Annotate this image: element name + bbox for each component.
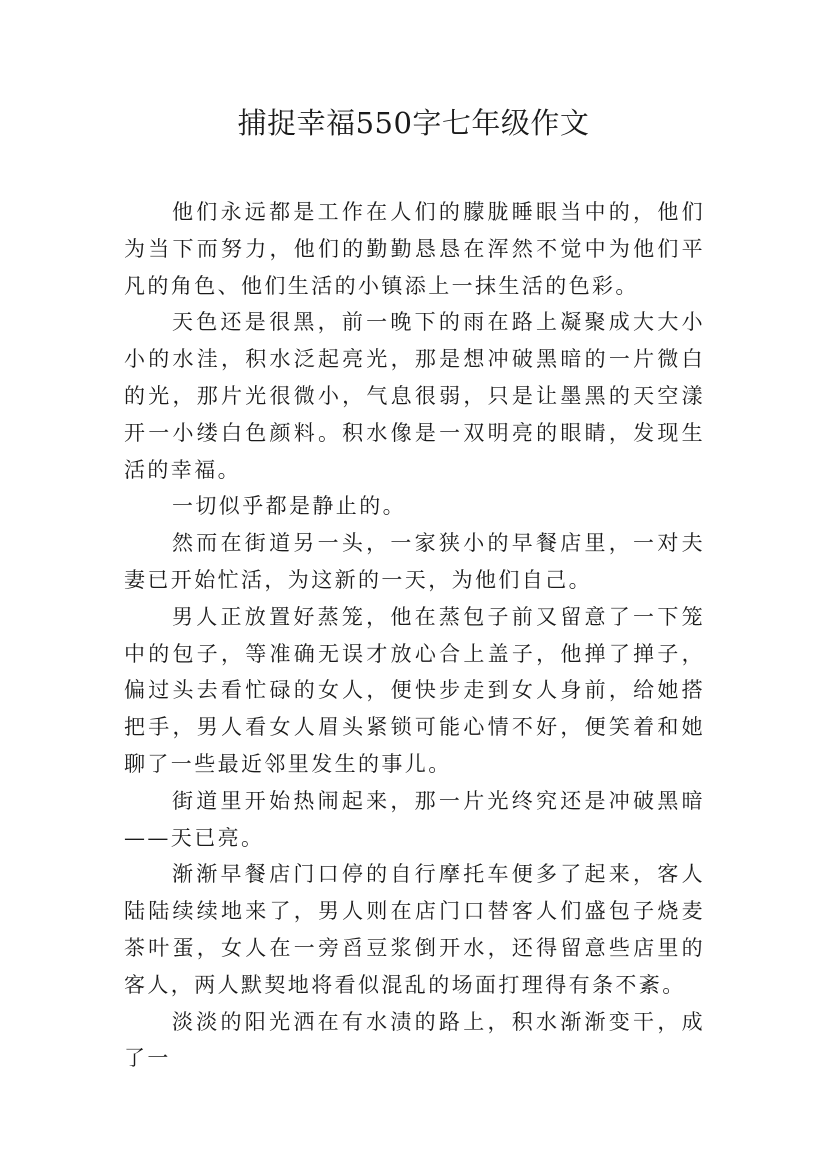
paragraph: 天色还是很黑，前一晚下的雨在路上凝聚成大大小小的水洼，积水泛起亮光，那是想冲破黑暗的一片微白的光，那片光很微小，气息很弱，只是让墨黑的天空漾开一小缕白色颜料。积水像是一双明亮的眼睛，发现生活的幸福。 — [124, 310, 705, 482]
paragraph: 然而在街道另一头，一家狭小的早餐店里，一对夫妻已开始忙活，为这新的一天，为他们自己。 — [124, 531, 705, 592]
document-title: 捕捉幸福550字七年级作文 — [237, 106, 590, 140]
document-body — [124, 194, 705, 1077]
paragraph: 街道里开始热闹起来，那一片光终究还是冲破黑暗——天已亮。 — [124, 788, 705, 850]
paragraph: 他们永远都是工作在人们的朦胧睡眼当中的，他们为当下而努力，他们的勤勤恳恳在浑然不觉中为他们平凡的角色、他们生活的小镇添上一抹生活的色彩。 — [124, 200, 705, 298]
paragraph: 渐渐早餐店门口停的自行摩托车便多了起来，客人陆陆续续地来了，男人则在店门口替客人们盛包子烧麦茶叶蛋，女人在一旁舀豆浆倒开水，还得留意些店里的客人，两人默契地将看似混乱的场面打理得有条不紊。 — [124, 862, 705, 997]
paragraph: 男人正放置好蒸笼，他在蒸包子前又留意了一下笼中的包子，等准确无误才放心合上盖子，他掸了掸子，偏过头去看忙碌的女人，便快步走到女人身前，给她搭把手，男人看女人眉头紧锁可能心情不好，便笑着和她聊了一些最近邻里发生的事儿。 — [124, 604, 705, 776]
paragraph: 淡淡的阳光洒在有水渍的路上，积水渐渐变干，成了一 — [124, 1009, 705, 1071]
paragraph: 一切似乎都是静止的。 — [172, 494, 406, 519]
